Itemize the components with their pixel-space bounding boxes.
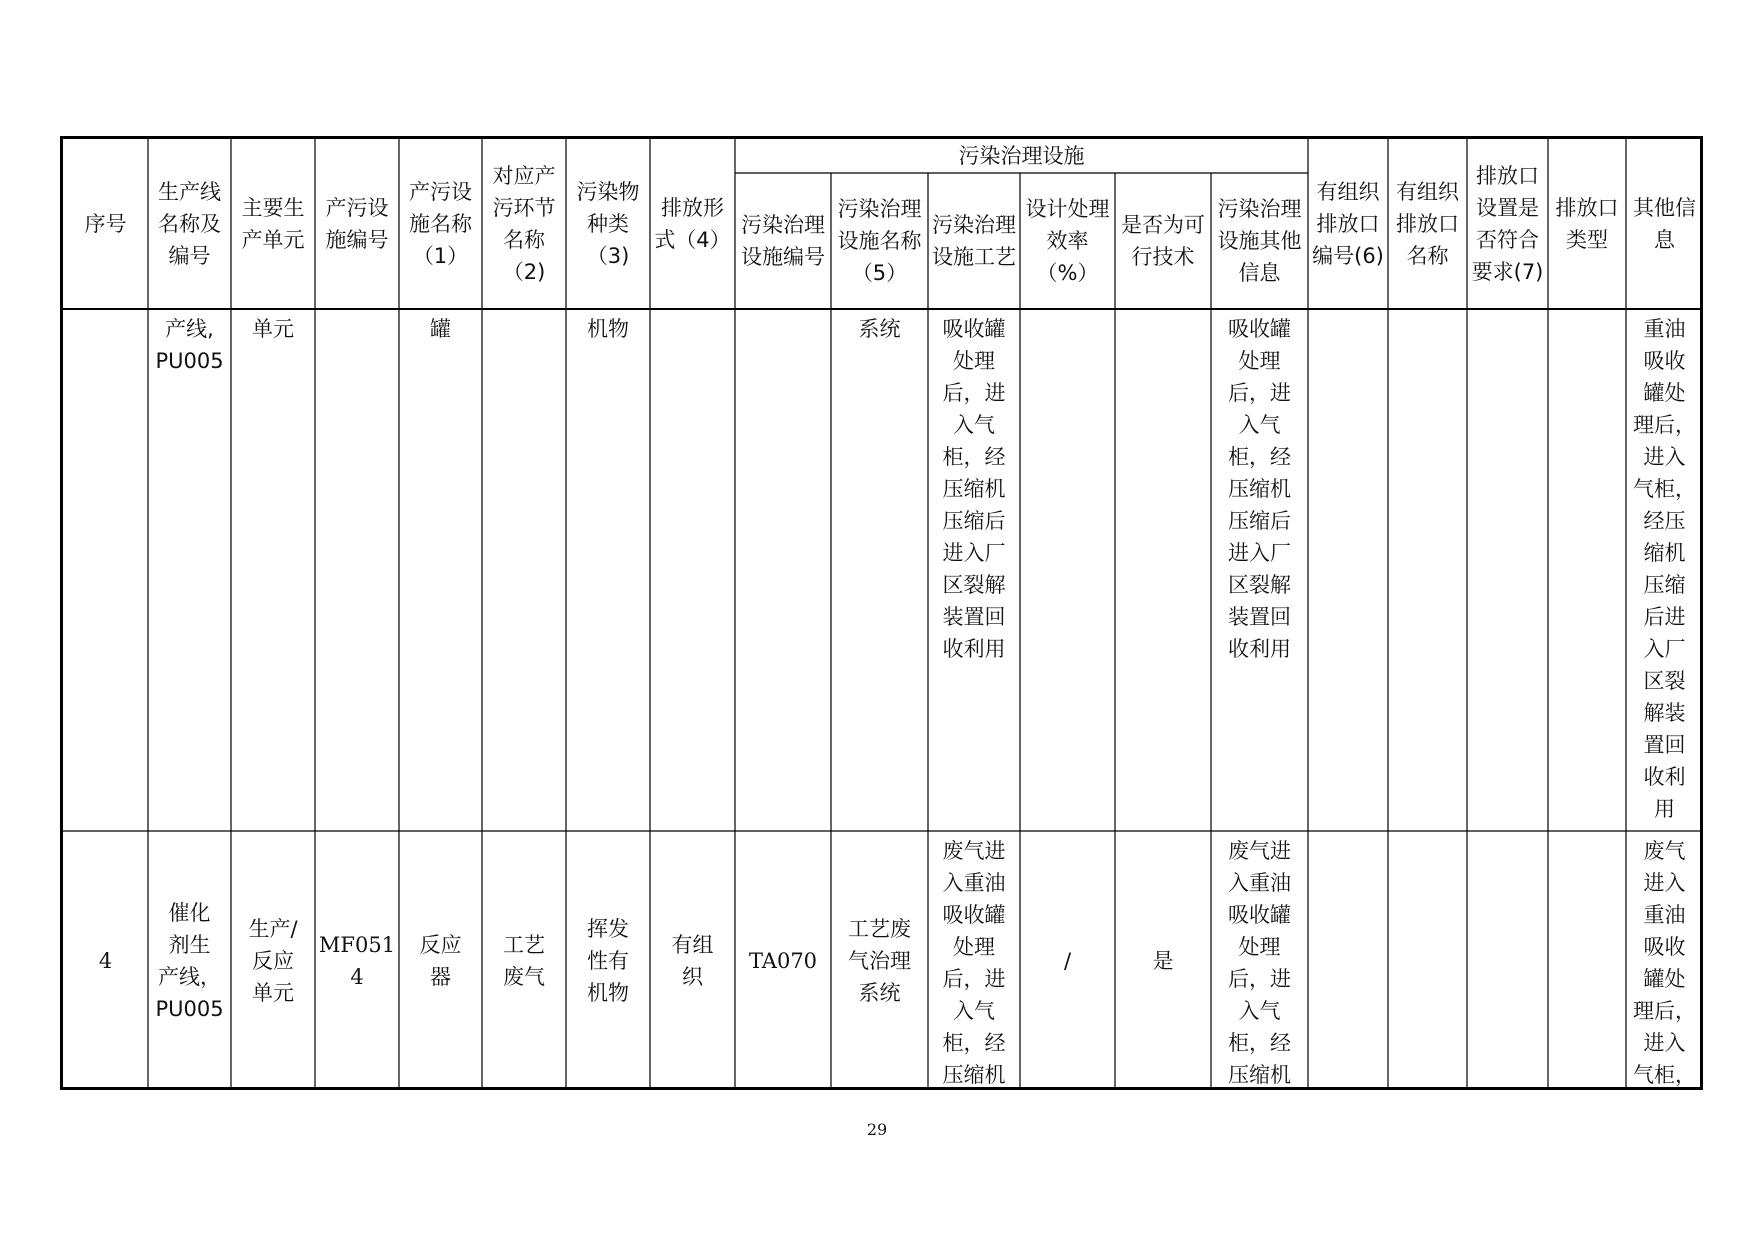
column-header: 污染物 种类（3) (576, 180, 640, 268)
table-cell: 系统 (858, 317, 901, 341)
table-cell: 4 (98, 948, 113, 973)
pollution-facility-table (60, 136, 1703, 1090)
column-header: 对应产 污环节 名称（2) (492, 164, 556, 284)
column-header: 序号 (84, 212, 127, 236)
column-header: 排放口 设置是 否符合 要求(7) (1471, 164, 1544, 284)
table-cell (1467, 309, 1548, 831)
table-cell: 工艺废 气治理 系统 (848, 916, 911, 1005)
column-header: 产污设 施编号 (325, 196, 389, 252)
column-header: 排放口 类型 (1555, 196, 1619, 252)
table-cell (63, 309, 148, 831)
column-header: 其他信 息 (1633, 196, 1696, 252)
table-cell: 废气进 入重油 吸收罐 处理 后，进 入气 柜，经 压缩机 (1228, 839, 1291, 1087)
table-cell: 废气 进入 重油 吸收 罐处 理后， 进入 气柜， (1633, 839, 1696, 1087)
table-cell (1020, 309, 1115, 831)
table-cell (1308, 309, 1388, 831)
table-cell: 是 (1152, 948, 1174, 973)
table-cell: 生产/ 反应 单元 (248, 916, 298, 1005)
table-cell (1308, 831, 1388, 1090)
column-header: 污染治理 设施编号 (741, 213, 825, 269)
column-header: 生产线 名称及 编号 (158, 180, 221, 268)
group-header-pollution-treatment: 污染治理设施 (958, 144, 1085, 168)
table-cell: 吸收罐 处理 后，进 入气 柜，经 压缩机 压缩后 进入厂 区裂解 装置回 收利用 (1228, 317, 1291, 661)
column-header: 有组织 排放口 名称 (1396, 180, 1459, 268)
table-cell: 单元 (252, 317, 294, 341)
table-cell: 挥发 性有 机物 (587, 916, 629, 1005)
table-cell: 工艺 废气 (503, 932, 545, 989)
table-cell (1548, 831, 1626, 1090)
column-header: 污染治理 设施其他 信息 (1217, 197, 1302, 285)
table-cell (1388, 309, 1467, 831)
table-cell: TA070 (748, 948, 818, 973)
column-header: 产污设 施名称 （1） (409, 180, 472, 268)
table-cell: 产线, PU005 (155, 317, 224, 373)
table-cell (1467, 831, 1548, 1090)
table-cell (482, 309, 566, 831)
table-cell: 废气进 入重油 吸收罐 处理 后，进 入气 柜，经 压缩机 (942, 839, 1006, 1087)
page-number: 29 (866, 1120, 888, 1139)
column-header: 污染治理 设施工艺 (932, 213, 1016, 269)
table-cell (1388, 831, 1467, 1090)
table-cell: MF051 4 (318, 932, 396, 989)
table-cell (735, 309, 831, 831)
table-cell (1548, 309, 1626, 831)
column-header: 污染治理 设施名称 （5） (837, 197, 922, 285)
table-cell: 有组 织 (671, 932, 714, 989)
table-cell: 催化 剂生 产线， PU005 (155, 900, 224, 1021)
table-cell (650, 309, 735, 831)
column-header: 有组织 排放口 编号(6) (1312, 180, 1384, 268)
column-header: 主要生 产单元 (241, 196, 305, 252)
table-cell (315, 309, 399, 831)
column-header: 设计处理 效率（%） (1025, 197, 1110, 285)
table-cell (1115, 309, 1211, 831)
column-header: 是否为可 行技术 (1121, 213, 1205, 269)
table-cell: 罐 (430, 317, 451, 341)
table-cell: 反应 器 (419, 932, 462, 989)
table-cell: 重油 吸收 罐处 理后， 进入 气柜， 经压 缩机 压缩 后进 入厂 区裂 解装 置回 收利 用 (1633, 317, 1696, 821)
table-cell: 机物 (587, 317, 629, 341)
column-header: 排放形 式（4） (654, 196, 731, 252)
table-cell: 吸收罐 处理 后，进 入气 柜，经 压缩机 压缩后 进入厂 区裂解 装置回 收利用 (942, 317, 1006, 661)
table-cell: / (1063, 948, 1072, 973)
